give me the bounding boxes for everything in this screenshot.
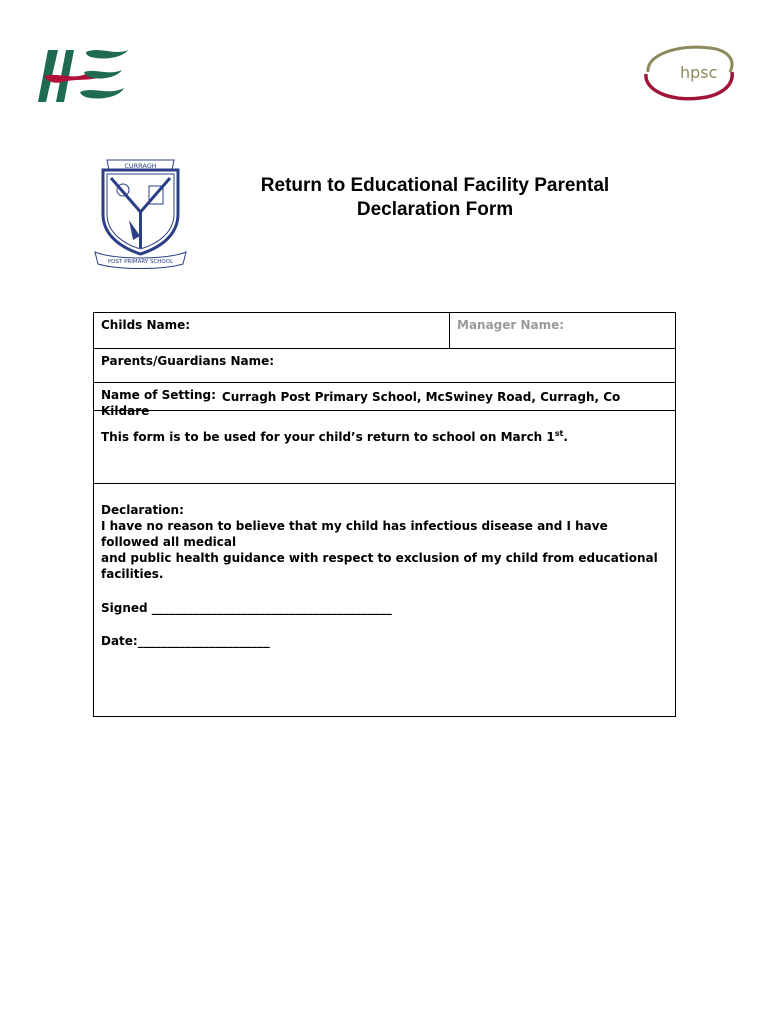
declaration-form-table [93,312,676,717]
declaration-line-2: and public health guidance with respect to exclusion of my child from educational facilities. [101,551,658,581]
usage-main: This form is to be used for your child’s return to school on March 1 [101,430,555,444]
title-line-2: Declaration Form [356,199,514,220]
row-usage [94,411,675,484]
row-names [94,313,675,349]
setting-cell [94,383,675,418]
childs-name-cell[interactable] [94,313,450,348]
usage-cell [94,411,675,483]
signed-field[interactable]: Signed ________________________________________ [101,601,392,615]
parents-name-cell[interactable] [94,349,675,382]
hpsc-logo-text: hpsc [680,63,718,82]
row-setting [94,383,675,418]
parents-name-label: Parents/Guardians Name: [101,354,275,368]
school-crest [93,156,188,270]
manager-name-label: Manager Name: [457,318,565,332]
crest-bottom-text: POST PRIMARY SCHOOL [107,259,174,265]
usage-text [101,430,568,444]
manager-name-cell[interactable] [450,313,675,348]
row-parents [94,349,675,383]
setting-label: Name of Setting: [101,388,216,402]
date-field[interactable]: Date:______________________ [101,634,270,648]
declaration-cell [94,484,675,716]
row-declaration [94,484,675,716]
usage-end: . [563,430,568,444]
usage-sup: st [554,429,564,438]
form-title [210,174,660,222]
childs-name-label: Childs Name: [101,318,191,332]
declaration-heading: Declaration: [101,503,184,517]
hpsc-logo [640,42,736,104]
setting-value: Curragh Post Primary School, McSwiney Road, Curragh, Co Kildare [101,390,621,418]
declaration-line-1: I have no reason to believe that my child has infectious disease and I have followed all medical [101,519,608,549]
crest-top-text: CURRAGH [124,162,157,170]
title-line-1: Return to Educational Facility Parental [260,175,610,196]
hse-logo [38,42,130,108]
